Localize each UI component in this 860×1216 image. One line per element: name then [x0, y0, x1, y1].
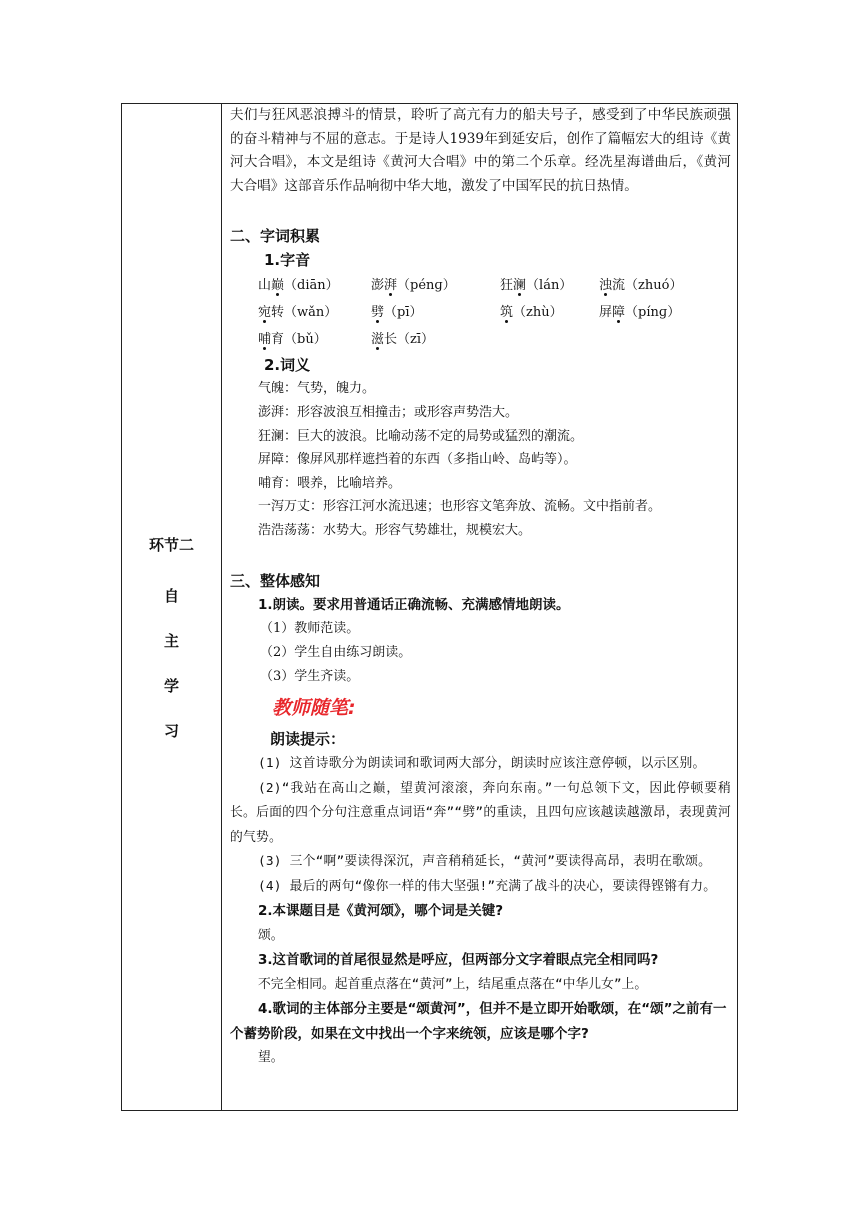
intro-text: 夫们与狂风恶浪搏斗的情景，聆听了高亢有力的船夫号子，感受到了中华民族顽强的奋斗精神与不屈的意志。于是诗人1939年到延安后，创作了篇幅宏大的组诗《黄河大合唱》，本文是组诗《黄河大合唱》中的第二个乐章。经冼星海谱曲后，《黄河大合唱》这部音乐作品响彻中华大地，激发了中国军民的抗日热情。 [230, 107, 731, 194]
reading-tip: (3) 三个“啊”要读得深沉，声音稍稍延长，“黄河”要读得高昂，表明在歌颂。 [258, 854, 712, 870]
pronunciation-item [500, 299, 599, 326]
definition-item: 哺育：喂养，比喻培养。 [258, 475, 402, 491]
definition-item: 狂澜：巨大的波浪。比喻动荡不定的局势或猛烈的潮流。 [258, 428, 584, 444]
dotted-character: 湃 [384, 278, 398, 294]
pinyin: （zī） [397, 332, 435, 348]
intro-paragraph [230, 104, 731, 198]
pronunciation-grid [258, 272, 731, 353]
pinyin: （lán） [526, 278, 573, 294]
stage-label-char: 自 [163, 586, 179, 605]
teacher-notes-heading: 教师随笔: [272, 696, 356, 719]
pronunciation-item [258, 326, 371, 353]
pinyin: （diān） [284, 278, 339, 294]
content-cell [222, 104, 738, 1111]
question: 2.本课题目是《黄河颂》，哪个词是关键? [258, 903, 504, 920]
section-title-vocab: 二、字词积累 [230, 227, 321, 246]
reading-step: （1）教师范读。 [260, 620, 360, 636]
dotted-character: 劈 [371, 305, 385, 321]
pronunciation-item [371, 326, 500, 353]
pronunciation-item [599, 272, 739, 299]
word-part: 狂 [500, 278, 514, 294]
reading-steps [260, 617, 731, 689]
reading-step: （2）学生自由练习朗读。 [260, 644, 412, 660]
pronunciation-item [599, 299, 739, 326]
reading-tip: (4) 最后的两句“像你一样的伟大坚强!”充满了战斗的决心，要读得铿锵有力。 [258, 878, 717, 894]
pinyin: （pénɡ） [397, 278, 456, 294]
pinyin: （pī） [384, 305, 423, 321]
reading-tip: (2)“我站在高山之巅，望黄河滚滚，奔向东南。”一句总领下文，因此停顿要稍长。后面的四个分句注意重点词语“奔”“劈”的重读，且四句应该越读越激昂，表现黄河的气势。 [230, 780, 731, 845]
pinyin: （zhù） [513, 305, 563, 321]
word-part: 育 [271, 332, 285, 348]
question: 4.歌词的主体部分主要是“颂黄河”，但并不是立即开始歌颂，在“颂”之前有一个蓄势阶段，如果在文中找出一个字来统领，应该是哪个字? [230, 1001, 727, 1042]
stage-label [122, 534, 221, 753]
stage-label-char: 主 [163, 631, 179, 650]
definition-item: 一泻万丈：形容江河水流迅速；也形容文笔奔放、流畅。文中指前者。 [258, 499, 662, 515]
pinyin: （bǔ） [284, 332, 327, 348]
definition-item: 气魄：气势，魄力。 [258, 381, 376, 397]
word-part: 流 [612, 278, 626, 294]
pronunciation-item [371, 299, 500, 326]
dotted-character: 澜 [513, 278, 527, 294]
dotted-character: 筑 [500, 305, 514, 321]
word-part: 长 [384, 332, 398, 348]
pronunciation-title: 1.字音 [264, 251, 311, 270]
stage-label-title: 环节二 [148, 535, 194, 554]
definition-item: 屏障：像屏风那样遮挡着的东西（多指山岭、岛屿等）。 [258, 452, 577, 468]
stage-label-cell [122, 104, 222, 1111]
reading-instruction: 1.朗读。要求用普通话正确流畅、充满感情地朗读。 [258, 596, 570, 613]
definition-list [258, 377, 731, 542]
dotted-character: 巅 [271, 278, 285, 294]
definition-title: 2.词义 [264, 356, 311, 375]
lesson-table [121, 103, 738, 1111]
pinyin: （wǎn） [284, 305, 338, 321]
dotted-character: 宛 [258, 305, 272, 321]
reading-tips-title: 朗读提示： [270, 730, 346, 749]
dotted-character: 滋 [371, 332, 385, 348]
definition-item: 澎湃：形容波浪互相撞击；或形容声势浩大。 [258, 404, 519, 420]
pronunciation-item [371, 272, 500, 299]
dotted-character: 浊 [599, 278, 613, 294]
pronunciation-item [258, 299, 371, 326]
answer: 颂。 [258, 927, 284, 943]
dotted-character: 障 [612, 305, 626, 321]
dotted-character: 哺 [258, 332, 272, 348]
pronunciation-item [258, 272, 371, 299]
word-part: 澎 [371, 278, 385, 294]
word-part: 山 [258, 278, 272, 294]
stage-label-char: 习 [163, 721, 179, 740]
reading-step: （3）学生齐读。 [260, 668, 360, 684]
pronunciation-item [500, 272, 599, 299]
reading-tip: (1) 这首诗歌分为朗读词和歌词两大部分，朗读时应该注意停顿，以示区别。 [258, 756, 706, 772]
pinyin: （pínɡ） [625, 305, 681, 321]
section-title-overview: 三、整体感知 [230, 571, 321, 590]
answer: 不完全相同。起首重点落在“黄河”上，结尾重点落在“中华儿女”上。 [258, 976, 648, 992]
word-part: 屏 [599, 305, 613, 321]
pinyin: （zhuó） [625, 278, 683, 294]
stage-label-char: 学 [163, 676, 179, 695]
definition-item: 浩浩荡荡：水势大。形容气势雄壮，规模宏大。 [258, 522, 532, 538]
question: 3.这首歌词的首尾很显然是呼应，但两部分文字着眼点完全相同吗? [258, 952, 659, 969]
answer: 望。 [258, 1050, 284, 1066]
word-part: 转 [271, 305, 285, 321]
